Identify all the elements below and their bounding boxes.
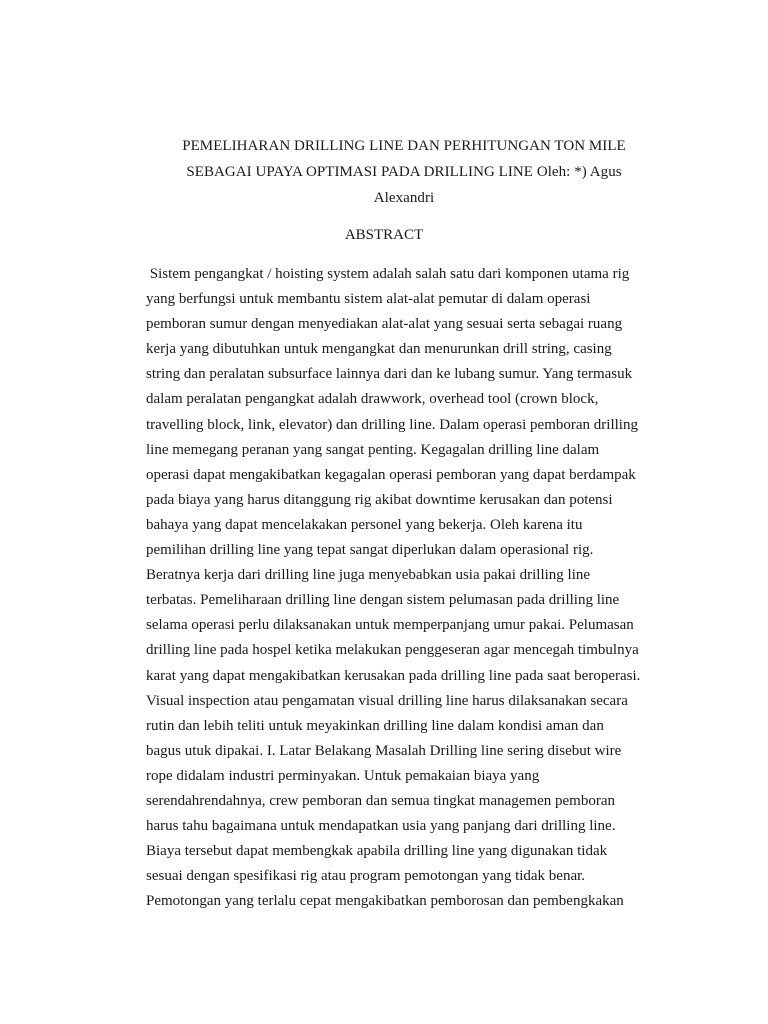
body-line: pemilihan drilling line yang tepat sangat diperlukan dalam operasional rig.	[146, 542, 594, 559]
body-line: harus tahu bagaimana untuk mendapatkan usia yang panjang dari drilling line.	[146, 818, 616, 835]
abstract-body	[146, 262, 666, 914]
body-line: line memegang peranan yang sangat penting. Kegagalan drilling line dalam	[146, 441, 600, 458]
body-line: kerja yang dibutuhkan untuk mengangkat dan menurunkan drill string, casing	[146, 341, 612, 358]
body-line: serendahrendahnya, crew pemboran dan semua tingkat managemen pemboran	[146, 792, 615, 809]
body-line: drilling line pada hospel ketika melakukan penggeseran agar mencegah timbulnya	[146, 642, 639, 659]
title-line: PEMELIHARAN DRILLING LINE DAN PERHITUNGAN TON MILE	[182, 138, 626, 154]
body-line: bagus utuk dipakai. I. Latar Belakang Masalah Drilling line sering disebut wire	[146, 742, 622, 759]
body-line: rope didalam industri perminyakan. Untuk pemakaian biaya yang	[146, 767, 540, 784]
body-line: selama operasi perlu dilaksanakan untuk memperpanjang umur pakai. Pelumasan	[146, 617, 634, 634]
body-line: operasi dapat mengakibatkan kegagalan operasi pemboran yang dapat berdampak	[146, 466, 636, 483]
body-line: Biaya tersebut dapat membengkak apabila drilling line yang digunakan tidak	[146, 843, 608, 860]
body-line: bahaya yang dapat mencelakakan personel yang bekerja. Oleh karena itu	[146, 516, 583, 533]
title-line: SEBAGAI UPAYA OPTIMASI PADA DRILLING LINE Oleh: *) Agus	[186, 164, 622, 180]
body-line: terbatas. Pemeliharaan drilling line dengan sistem pelumasan pada drilling line	[146, 592, 620, 609]
body-line: rutin dan lebih teliti untuk meyakinkan drilling line dalam kondisi aman dan	[146, 717, 604, 734]
body-line: yang berfungsi untuk membantu sistem alat-alat pemutar di dalam operasi	[146, 291, 591, 308]
body-line: pemboran sumur dengan menyediakan alat-alat yang sesuai serta sebagai ruang	[146, 316, 623, 333]
body-line: Pemotongan yang terlalu cepat mengakibatkan pemborosan dan pembengkakan	[146, 893, 624, 910]
body-line: sesuai dengan spesifikasi rig atau program pemotongan yang tidak benar.	[146, 868, 586, 885]
body-line: pada biaya yang harus ditanggung rig akibat downtime kerusakan dan potensi	[146, 491, 613, 508]
body-line: travelling block, link, elevator) dan drilling line. Dalam operasi pemboran drilling	[146, 416, 638, 433]
body-line: Beratnya kerja dari drilling line juga menyebabkan usia pakai drilling line	[146, 567, 591, 584]
title-line: Alexandri	[373, 190, 435, 206]
abstract-heading: ABSTRACT	[344, 227, 424, 243]
body-line: Sistem pengangkat / hoisting system adalah salah satu dari komponen utama rig	[146, 266, 630, 282]
body-line: dalam peralatan pengangkat adalah drawwork, overhead tool (crown block,	[146, 391, 599, 408]
body-line: string dan peralatan subsurface lainnya dari dan ke lubang sumur. Yang termasuk	[146, 366, 633, 383]
body-line: karat yang dapat mengakibatkan kerusakan pada drilling line pada saat beroperasi.	[146, 667, 641, 684]
body-line: Visual inspection atau pengamatan visual drilling line harus dilaksanakan secara	[146, 692, 628, 709]
document-title	[150, 133, 658, 211]
